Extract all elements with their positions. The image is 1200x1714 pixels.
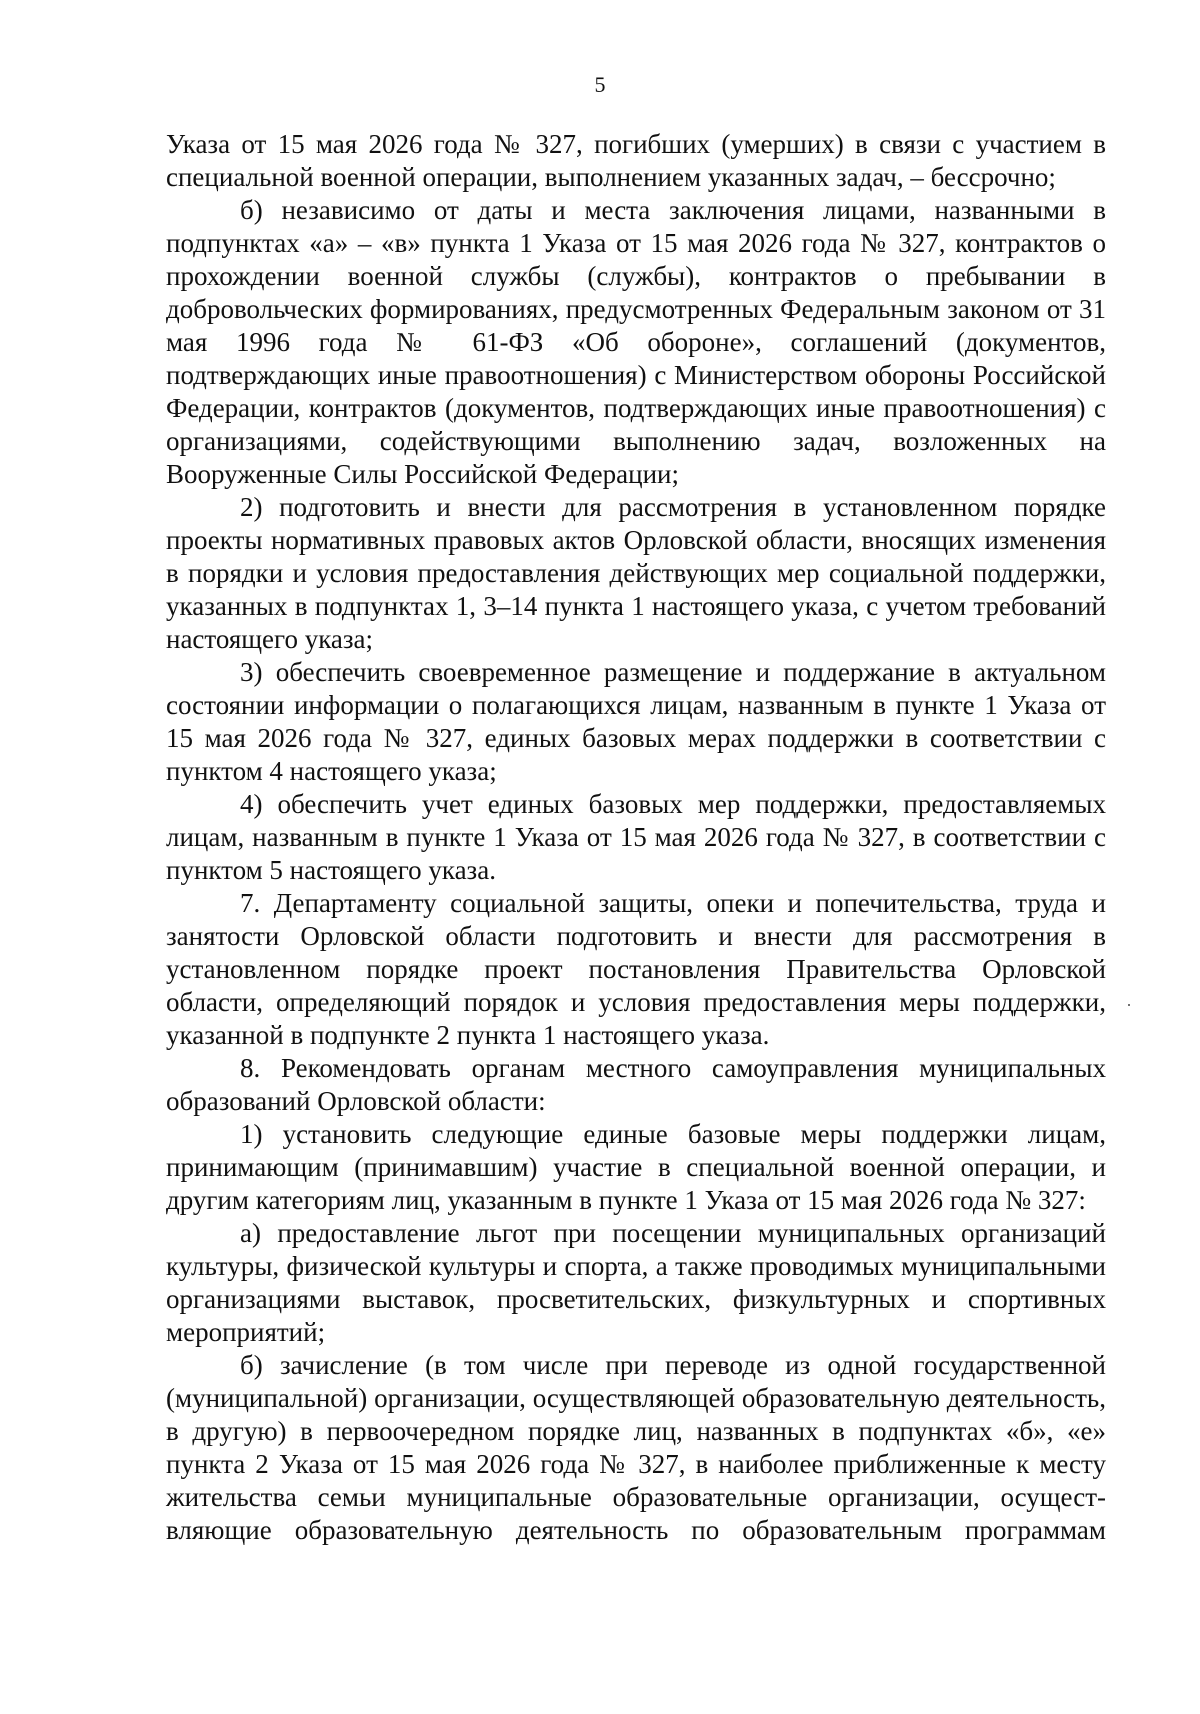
document-body [166,128,1106,1547]
paragraph: 7. Департаменту социальной защиты, опеки и попечительства, труда и занятости Орловской области подготовить и внести для рассмотрения в установленном порядке проект постановления Правительства Орловской области, определяющий порядок и условия предоставления меры поддержки, указанной в подпункте 2 пункта 1 настоящего указа. [166,888,1106,1050]
paragraph: а) предоставление льгот при посещении муниципальных организаций культуры, физической культуры и спорта, а также проводимых муниципальными организациями выставок, просветительских, физкультурных и спортивных мероприятий; [166,1218,1106,1347]
paragraph: Указа от 15 мая 2026 года № 327, погибших (умерших) в связи с участием в специальной военной операции, выполнением указанных задач, – бессрочно; [166,129,1106,192]
paragraph: 3) обеспечить своевременное размещение и поддержание в актуальном состоянии информации о полагающихся лицам, названным в пункте 1 Указа от 15 мая 2026 года № 327, единых базовых мерах поддержки в соответствии с пунктом 4 настоящего указа; [166,657,1106,786]
page-number: 5 [594,72,606,97]
paragraph: 4) обеспечить учет единых базовых мер поддержки, предоставляемых лицам, названным в пункте 1 Указа от 15 мая 2026 года № 327, в соответствии с пунктом 5 настоящего указа. [166,789,1106,885]
paragraph: б) зачисление (в том числе при переводе из одной государственной (муниципальной) организации, осуществляющей образовательную деятельность, в другую) в первоочередном порядке лиц, названных в подпунктах «б», «е» пункта 2 Указа от 15 мая 2026 года № 327, в наиболее приближенные к месту жительства семьи муниципальные образовательные организации, осуществляющие образовательную деятельность по образовательным программам [166,1350,1106,1545]
scan-speck [1128,1004,1130,1006]
paragraph: 1) установить следующие единые базовые меры поддержки лицам, принимающим (принимавшим) участие в специальной военной операции, и другим категориям лиц, указанным в пункте 1 Указа от 15 мая 2026 года № 327: [166,1119,1106,1215]
paragraph: 8. Рекомендовать органам местного самоуправления муниципальных образований Орловской области: [166,1053,1106,1116]
paragraph: б) независимо от даты и места заключения лицами, названными в подпунктах «а» – «в» пункта 1 Указа от 15 мая 2026 года № 327, контрактов о прохождении военной службы (службы), контрактов о пребывании в добровольческих формированиях, предусмотренных Федеральным законом от 31 мая 1996 года № 61-ФЗ «Об обороне», соглашений (документов, подтверждающих иные правоотношения) с Министерством обороны Российской Федерации, контрактов (документов, подтверждающих иные правоотношения) с организациями, содействующими выполнению задач, возложенных на Вооруженные Силы Российской Федерации; [166,195,1106,489]
paragraph: 2) подготовить и внести для рассмотрения в установленном порядке проекты нормативных правовых актов Орловской области, вносящих изменения в порядки и условия предоставления действующих мер социальной поддержки, указанных в подпунктах 1, 3–14 пункта 1 настоящего указа, с учетом требований настоящего указа; [166,492,1106,654]
